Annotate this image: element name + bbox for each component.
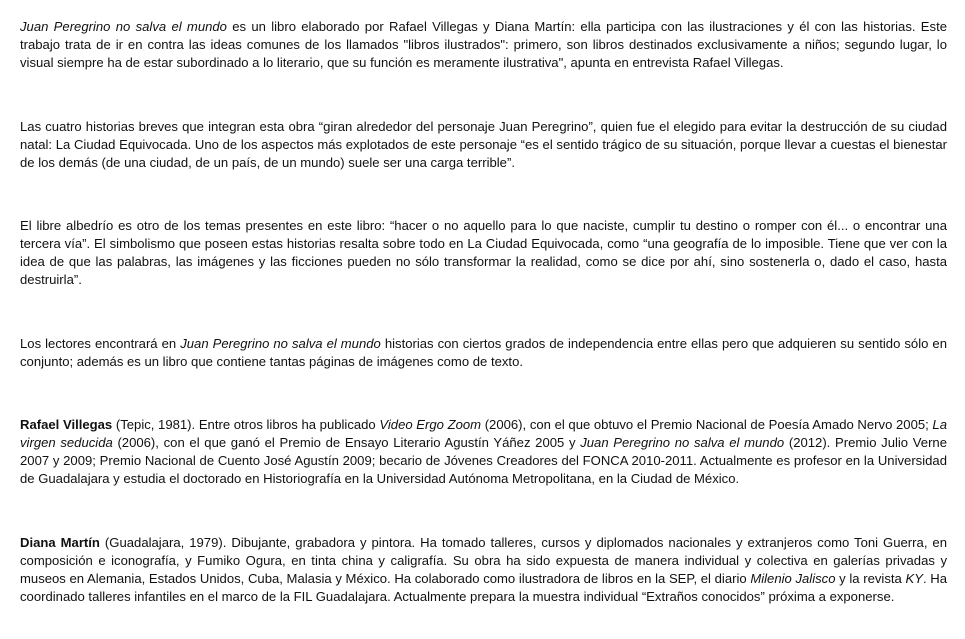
bio-text: y la revista <box>835 571 906 586</box>
book-title: Juan Peregrino no salva el mundo <box>20 19 227 34</box>
paragraph-text: Los lectores encontrará en <box>20 336 181 351</box>
bio-rafael-villegas <box>20 416 947 488</box>
book-title: Video Ergo Zoom <box>379 417 482 432</box>
publication-title: Milenio Jalisco <box>750 571 836 586</box>
paragraph-text: Las cuatro historias breves que integran esta obra “giran alrededor del personaje Juan Peregrino”, quien fue el elegido para evitar la destrucción de su ciudad natal: La Ciudad Equivocada. Uno de los aspectos más explotados de este personaje “es el sentido trágico de su situación, porque llevar a cuestas el bienestar de los demás (de una ciudad, de un país, de un mundo) suele ser una carga terrible”. <box>20 119 947 170</box>
book-title: Juan Peregrino no salva el mundo <box>180 336 381 351</box>
bio-text: (2006), con el que obtuvo el Premio Nacional de Poesía Amado Nervo 2005; <box>481 417 933 432</box>
paragraph-free-will <box>20 217 947 289</box>
bio-text: (2012). Premio Julio Verne 2007 y 2009; Premio Nacional de Cuento José Agustín 2009; becario de Jóvenes Creadores del FONCA 2010-2011. Actualmente es profesor en la Universidad de Guadalajara y estudia el doctorado en Historiografía en la Universidad Autónoma Metropolitana, en la Ciudad de México. <box>20 435 947 486</box>
bio-text: (2006), con el que ganó el Premio de Ensayo Literario Agustín Yáñez 2005 y <box>112 435 581 450</box>
paragraph-text: historias con ciertos grados de independencia entre ellas pero que adquieren su sentido sólo en conjunto; además es un libro que contiene tantas páginas de imágenes como de texto. <box>20 336 947 369</box>
bio-text: (Guadalajara, 1979). Dibujante, grabadora y pintora. Ha tomado talleres, cursos y diplomados nacionales y extranjeros como Toni Guerra, en composición e iconografía, y Fumiko Ogura, en tinta china y caligrafía. Su obra ha sido expuesta de manera individual y colectiva en galerías privadas y museos en Alemania, Estados Unidos, Cuba, Malasia y México. Ha colaborado como ilustradora de libros en la SEP, el diario <box>20 535 948 586</box>
paragraph-text: El libre albedrío es otro de los temas presentes en este libro: “hacer o no aquello para lo que naciste, cumplir tu destino o romper con él... o encontrar una tercera vía”. El simbolismo que poseen estas historias resalta sobre todo en La Ciudad Equivocada, como “una geografía de lo imposible. Tiene que ver con la idea de que las palabras, las imágenes y las ficciones pueden no sólo transformar la realidad, como se dice por ahí, sino sostenerla o, dado el caso, hasta destruirla”. <box>20 218 947 287</box>
book-title: Juan Peregrino no salva el mundo <box>580 435 785 450</box>
bio-text: . Ha coordinado talleres infantiles en el marco de la FIL Guadalajara. Actualmente prepara la muestra individual “Extraños conocidos” próxima a exponerse. <box>20 571 947 604</box>
illustrator-name: Diana Martín <box>20 535 100 550</box>
publication-title: KY <box>905 571 923 586</box>
book-title: La virgen seducida <box>20 417 947 450</box>
paragraph-text: es un libro elaborado por Rafael Villegas y Diana Martín: ella participa con las ilustraciones y él con las historias. Este trabajo trata de ir en contra las ideas comunes de los llamados "libros ilustrados": primero, son libros destinados exclusivamente a niños; segundo lugar, lo visual siempre ha de estar subordinado a lo literario, que su función es meramente ilustrativa", apunta en entrevista Rafael Villegas. <box>20 19 947 70</box>
bio-text: (Tepic, 1981). Entre otros libros ha publicado <box>112 417 380 432</box>
author-name: Rafael Villegas <box>20 417 113 432</box>
bio-diana-martin <box>20 534 947 606</box>
paragraph-stories <box>20 118 947 172</box>
paragraph-readers <box>20 335 947 371</box>
paragraph-intro <box>20 18 947 72</box>
